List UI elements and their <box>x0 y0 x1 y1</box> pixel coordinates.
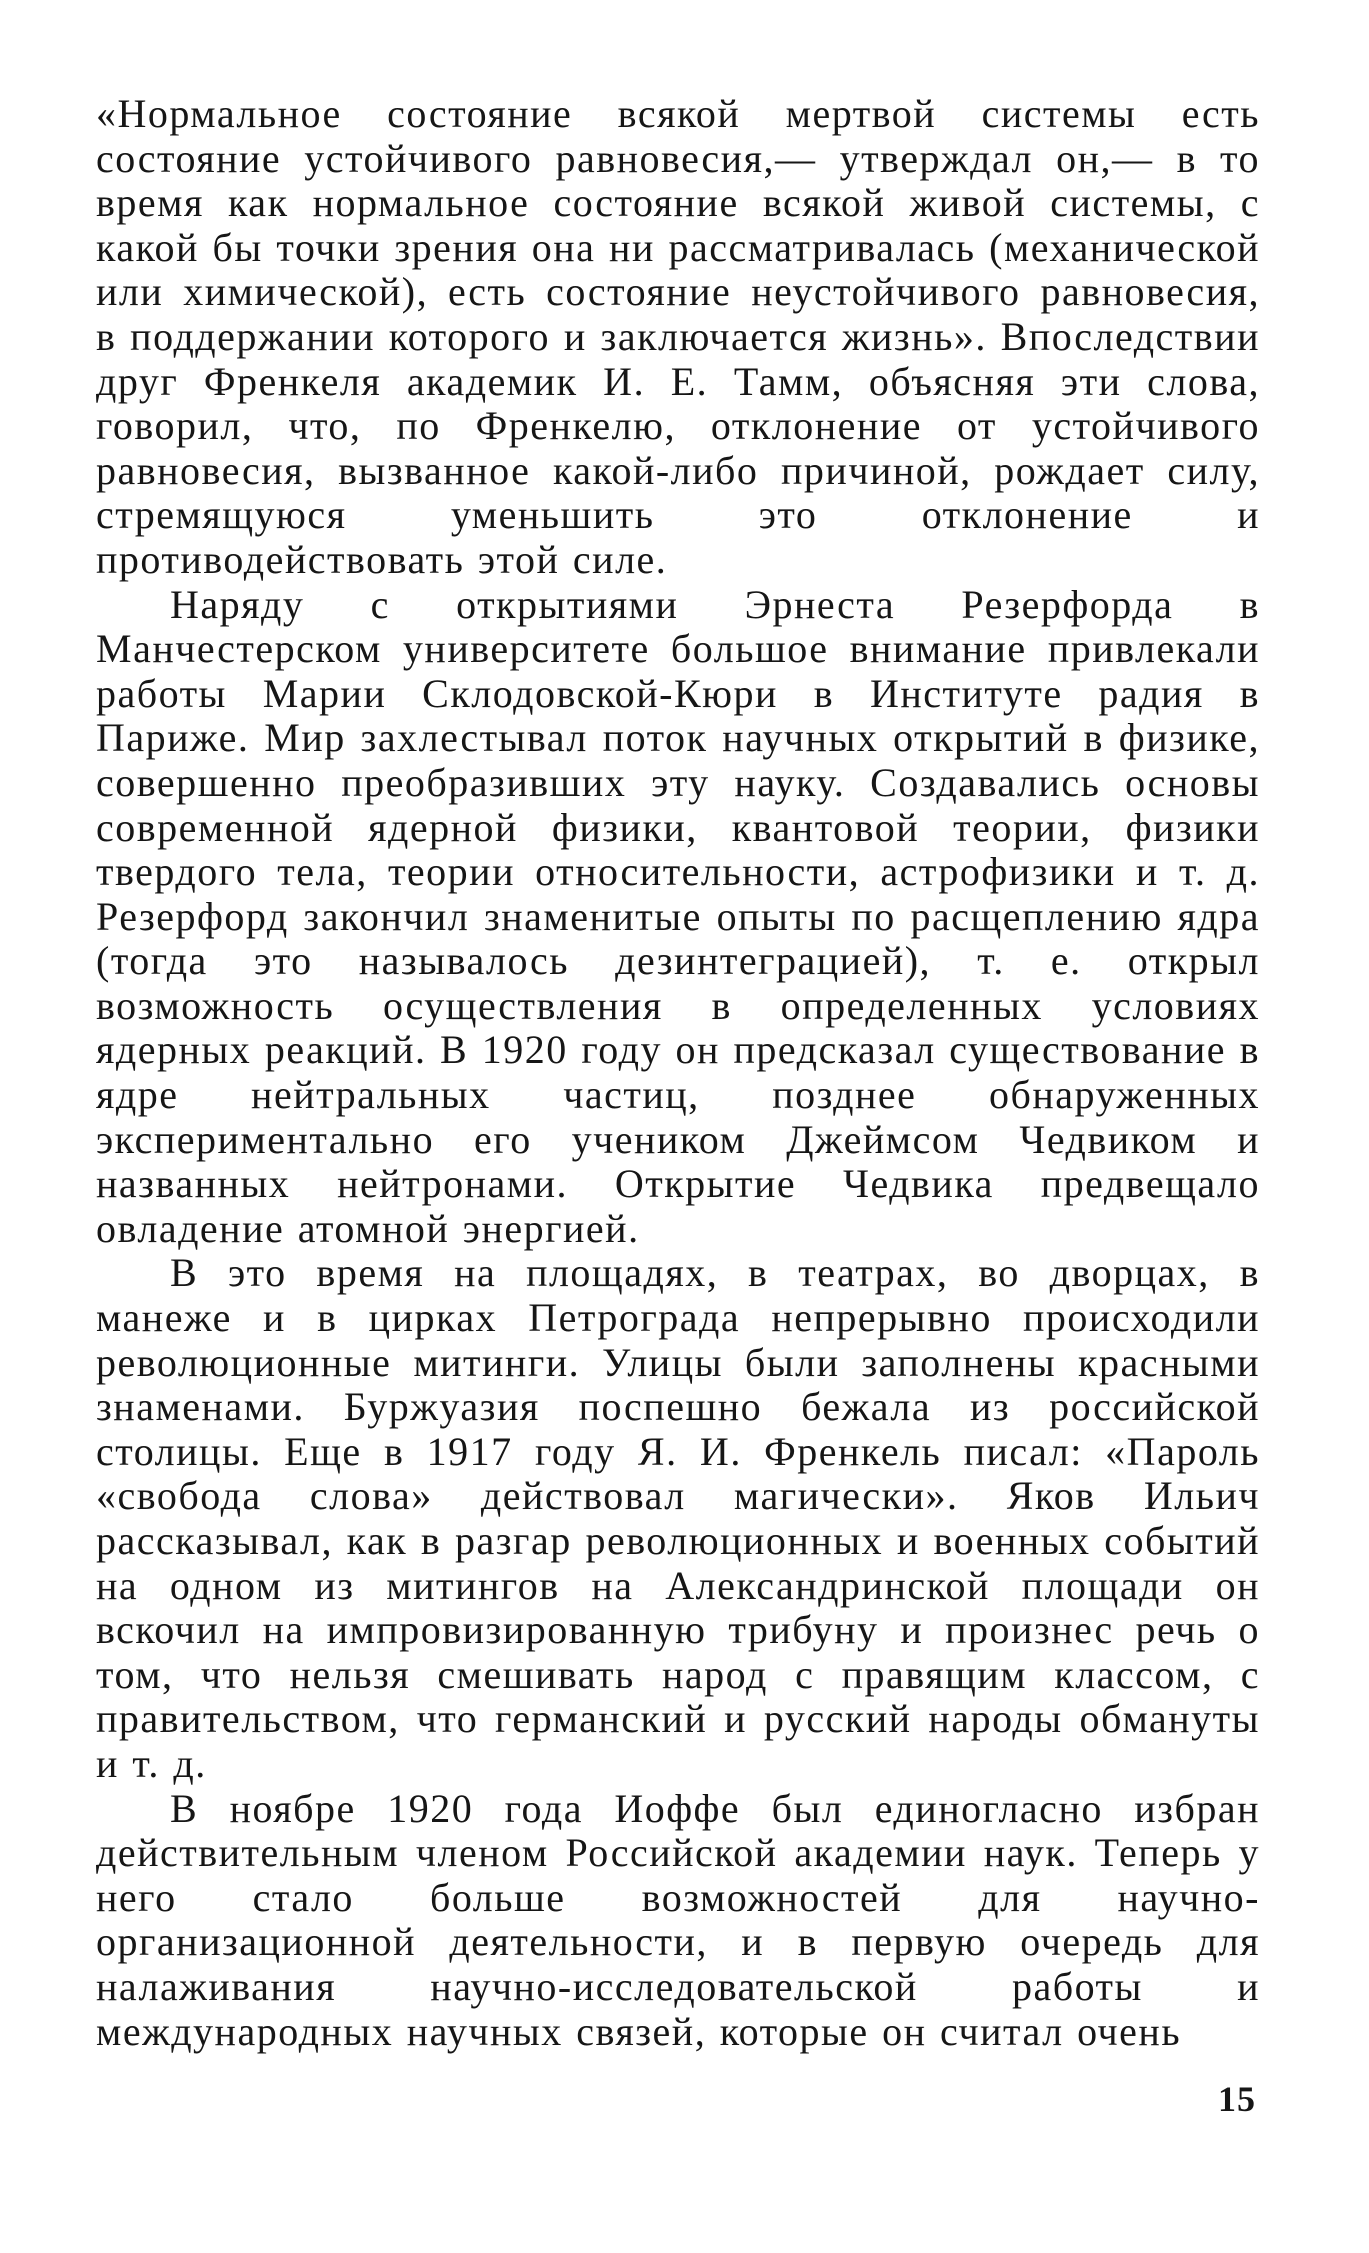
paragraph-1: «Нормальное состояние всякой мертвой системы есть состояние устойчивого равновесия,— утверждал он,— в то время как нормальное состояние всякой живой системы, с какой бы точки зрения она ни рассматривалась (механической или химической), есть состояние неустойчивого равновесия, в поддержании которого и заключается жизнь». Впоследствии друг Френкеля академик И. Е. Тамм, объясняя эти слова, говорил, что, по Френкелю, отклонение от устойчивого равновесия, вызванное какой-либо причиной, рождает силу, стремящуюся уменьшить это отклонение и противодействовать этой силе. <box>96 91 1260 582</box>
page-number: 15 <box>1218 2079 1256 2119</box>
page-body <box>96 92 1260 2054</box>
paragraph-3: В это время на площадях, в театрах, во дворцах, в манеже и в цирках Петрограда непрерывно происходили революционные митинги. Улицы были заполнены красными знаменами. Буржуазия поспешно бежала из российской столицы. Еще в 1917 году Я. И. Френкель писал: «Пароль «свобода слова» действовал магически». Яков Ильич рассказывал, как в разгар революционных и военных событий на одном из митингов на Александринской площади он вскочил на импровизированную трибуну и произнес речь о том, что нельзя смешивать народ с правящим классом, с правительством, что германский и русский народы обмануты и т. д. <box>96 1250 1260 1786</box>
paragraph-2: Наряду с открытиями Эрнеста Резерфорда в Манчестерском университете большое внимание привлекали работы Марии Склодовской-Кюри в Институте радия в Париже. Мир захлестывал поток научных открытий в физике, совершенно преобразивших эту науку. Создавались основы современной ядерной физики, квантовой теории, физики твердого тела, теории относительности, астрофизики и т. д. Резерфорд закончил знаменитые опыты по расщеплению ядра (тогда это называлось дезинтеграцией), т. е. открыл возможность осуществления в определенных условиях ядерных реакций. В 1920 году он предсказал существование в ядре нейтральных частиц, позднее обнаруженных экспериментально его учеником Джеймсом Чедвиком и названных нейтронами. Открытие Чедвика предвещало овладение атомной энергией. <box>96 581 1260 1251</box>
paragraph-4: В ноябре 1920 года Иоффе был единогласно избран действительным членом Российской академии наук. Теперь у него стало больше возможностей для научно-организационной деятельности, и в первую очередь для налаживания научно-исследовательской работы и международных научных связей, которые он считал очень <box>96 1785 1260 2054</box>
